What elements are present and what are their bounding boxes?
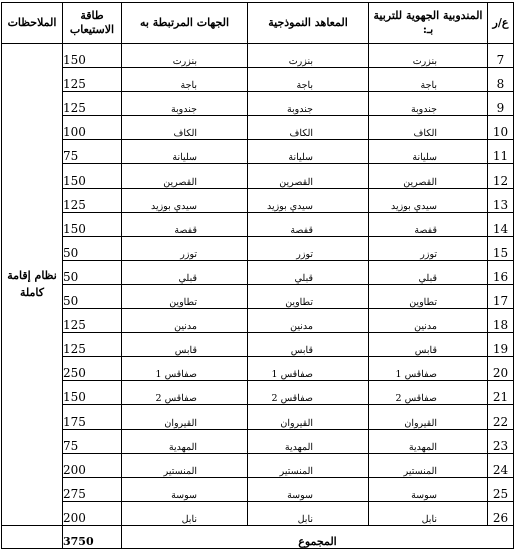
- table-row: [2, 236, 514, 260]
- row-number: 24: [488, 453, 514, 477]
- institute-cell: تطاوين: [248, 284, 369, 308]
- table-row: [2, 405, 514, 429]
- capacity-cell: 75: [63, 140, 122, 164]
- capacity-cell: 150: [63, 44, 122, 68]
- table-row: [2, 260, 514, 284]
- row-number: 14: [488, 212, 514, 236]
- institutes-table: [1, 2, 514, 549]
- linked-cell: بنزرت: [122, 44, 248, 68]
- linked-cell: جندوبة: [122, 92, 248, 116]
- table-row: [2, 381, 514, 405]
- row-number: 18: [488, 309, 514, 333]
- row-number: 13: [488, 188, 514, 212]
- linked-cell: نابل: [122, 501, 248, 525]
- linked-cell: قبلي: [122, 260, 248, 284]
- capacity-cell: 125: [63, 68, 122, 92]
- capacity-cell: 100: [63, 116, 122, 140]
- linked-cell: صفاقس 2: [122, 381, 248, 405]
- institute-cell: توزر: [248, 236, 369, 260]
- linked-cell: مدنين: [122, 309, 248, 333]
- institute-cell: المهدية: [248, 429, 369, 453]
- row-number: 10: [488, 116, 514, 140]
- linked-cell: المنستير: [122, 453, 248, 477]
- row-number: 26: [488, 501, 514, 525]
- row-number: 22: [488, 405, 514, 429]
- table-row: [2, 92, 514, 116]
- table-row: [2, 477, 514, 501]
- institute-cell: نابل: [248, 501, 369, 525]
- institute-cell: قفصة: [248, 212, 369, 236]
- table-body: [2, 44, 514, 549]
- header-row: [2, 3, 514, 44]
- linked-cell: صفاقس 1: [122, 357, 248, 381]
- table-row: [2, 44, 514, 68]
- total-value: 3750: [63, 525, 122, 548]
- regional-cell: سليانة: [369, 140, 488, 164]
- regional-cell: القصرين: [369, 164, 488, 188]
- row-number: 8: [488, 68, 514, 92]
- row-number: 25: [488, 477, 514, 501]
- table-row: [2, 284, 514, 308]
- institute-cell: جندوبة: [248, 92, 369, 116]
- capacity-cell: 125: [63, 188, 122, 212]
- row-number: 12: [488, 164, 514, 188]
- regional-cell: المنستير: [369, 453, 488, 477]
- institute-cell: صفاقس 1: [248, 357, 369, 381]
- regional-cell: المهدية: [369, 429, 488, 453]
- linked-cell: القصرين: [122, 164, 248, 188]
- total-notes-empty: [2, 525, 63, 548]
- institute-cell: قبلي: [248, 260, 369, 284]
- capacity-cell: 150: [63, 212, 122, 236]
- capacity-cell: 50: [63, 284, 122, 308]
- regional-cell: سيدي بوزيد: [369, 188, 488, 212]
- linked-cell: باجة: [122, 68, 248, 92]
- institute-cell: سليانة: [248, 140, 369, 164]
- table-row: [2, 453, 514, 477]
- regional-cell: بنزرت: [369, 44, 488, 68]
- header-regional: المندوبية الجهوية للتربية بـ:: [369, 3, 488, 44]
- linked-cell: سيدي بوزيد: [122, 188, 248, 212]
- regional-cell: مدنين: [369, 309, 488, 333]
- linked-cell: قفصة: [122, 212, 248, 236]
- capacity-cell: 250: [63, 357, 122, 381]
- header-linked: الجهات المرتبطة به: [122, 3, 248, 44]
- regional-cell: صفاقس 2: [369, 381, 488, 405]
- linked-cell: سوسة: [122, 477, 248, 501]
- row-number: 21: [488, 381, 514, 405]
- regional-cell: باجة: [369, 68, 488, 92]
- regional-cell: نابل: [369, 501, 488, 525]
- table-row: [2, 357, 514, 381]
- linked-cell: سليانة: [122, 140, 248, 164]
- table-row: [2, 309, 514, 333]
- capacity-cell: 50: [63, 236, 122, 260]
- institute-cell: مدنين: [248, 309, 369, 333]
- institute-cell: قابس: [248, 333, 369, 357]
- linked-cell: تطاوين: [122, 284, 248, 308]
- regional-cell: جندوبة: [369, 92, 488, 116]
- institute-cell: سيدي بوزيد: [248, 188, 369, 212]
- row-number: 9: [488, 92, 514, 116]
- linked-cell: قابس: [122, 333, 248, 357]
- row-number: 17: [488, 284, 514, 308]
- linked-cell: القيروان: [122, 405, 248, 429]
- capacity-cell: 125: [63, 92, 122, 116]
- capacity-cell: 150: [63, 381, 122, 405]
- document-page: [1, 2, 513, 548]
- row-number: 16: [488, 260, 514, 284]
- header-num: ع/ر: [488, 3, 514, 44]
- institute-cell: باجة: [248, 68, 369, 92]
- regional-cell: قبلي: [369, 260, 488, 284]
- table-row: [2, 188, 514, 212]
- capacity-cell: 125: [63, 309, 122, 333]
- capacity-cell: 200: [63, 501, 122, 525]
- row-number: 23: [488, 429, 514, 453]
- linked-cell: الكاف: [122, 116, 248, 140]
- linked-cell: المهدية: [122, 429, 248, 453]
- header-institutes: المعاهد النموذجية: [248, 3, 369, 44]
- institute-cell: بنزرت: [248, 44, 369, 68]
- regional-cell: سوسة: [369, 477, 488, 501]
- capacity-cell: 175: [63, 405, 122, 429]
- institute-cell: صفاقس 2: [248, 381, 369, 405]
- institute-cell: سوسة: [248, 477, 369, 501]
- regional-cell: تطاوين: [369, 284, 488, 308]
- table-row: [2, 68, 514, 92]
- table-row: [2, 501, 514, 525]
- row-number: 11: [488, 140, 514, 164]
- regional-cell: القيروان: [369, 405, 488, 429]
- regional-cell: الكاف: [369, 116, 488, 140]
- row-number: 15: [488, 236, 514, 260]
- capacity-cell: 50: [63, 260, 122, 284]
- regional-cell: توزر: [369, 236, 488, 260]
- capacity-cell: 125: [63, 333, 122, 357]
- table-row: [2, 429, 514, 453]
- table-row: [2, 116, 514, 140]
- table-row: [2, 164, 514, 188]
- row-number: 7: [488, 44, 514, 68]
- regional-cell: صفاقس 1: [369, 357, 488, 381]
- total-row: [2, 525, 514, 548]
- capacity-cell: 275: [63, 477, 122, 501]
- header-capacity: طاقة الاستيعاب: [63, 3, 122, 44]
- institute-cell: القصرين: [248, 164, 369, 188]
- header-notes: الملاحظات: [2, 3, 63, 44]
- capacity-cell: 75: [63, 429, 122, 453]
- capacity-cell: 200: [63, 453, 122, 477]
- row-number: 19: [488, 333, 514, 357]
- table-row: [2, 140, 514, 164]
- capacity-cell: 150: [63, 164, 122, 188]
- regional-cell: قفصة: [369, 212, 488, 236]
- institute-cell: المنستير: [248, 453, 369, 477]
- row-number: 20: [488, 357, 514, 381]
- linked-cell: توزر: [122, 236, 248, 260]
- institute-cell: الكاف: [248, 116, 369, 140]
- regional-cell: قابس: [369, 333, 488, 357]
- table-row: [2, 333, 514, 357]
- total-label: المجموع: [122, 525, 514, 548]
- table-row: [2, 212, 514, 236]
- institute-cell: القيروان: [248, 405, 369, 429]
- notes-cell: نظام إقامة كاملة: [2, 44, 63, 526]
